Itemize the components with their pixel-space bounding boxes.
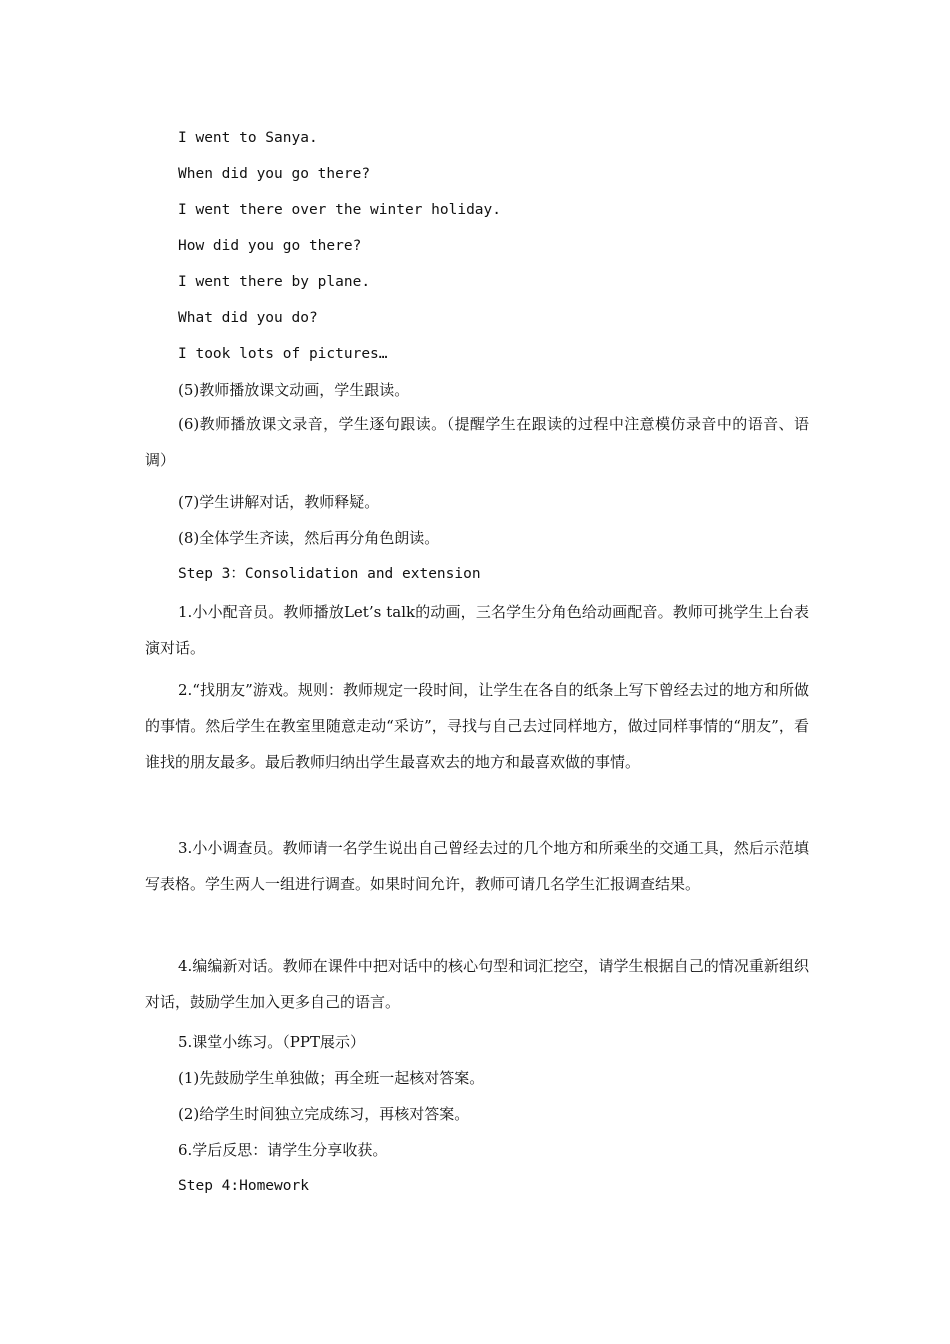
step3-item-1: 1.小小配音员。教师播放Let’s talk的动画，三名学生分角色给动画配音。教师可挑学生上台表演对话。 — [145, 603, 809, 657]
dialogue-line: What did you do? — [178, 310, 318, 326]
dialogue-line: I took lots of pictures… — [178, 346, 388, 362]
step2-item-6: (6)教师播放课文录音，学生逐句跟读。（提醒学生在跟读的过程中注意模仿录音中的语音、语调） — [145, 415, 809, 469]
step4-heading: Step 4:Homework — [178, 1178, 309, 1194]
step3-heading: Step 3：Consolidation and extension — [178, 566, 481, 582]
step2-item-7: (7)学生讲解对话，教师释疑。 — [178, 493, 380, 511]
step3-item-5-2: (2)给学生时间独立完成练习，再核对答案。 — [178, 1105, 470, 1123]
dialogue-line: I went there over the winter holiday. — [178, 202, 502, 218]
step3-item-4: 4.编编新对话。教师在课件中把对话中的核心句型和词汇挖空，请学生根据自己的情况重新组织对话，鼓励学生加入更多自己的语言。 — [145, 957, 809, 1011]
step3-item-5-1: (1)先鼓励学生单独做；再全班一起核对答案。 — [178, 1069, 485, 1087]
step3-item-3: 3.小小调查员。教师请一名学生说出自己曾经去过的几个地方和所乘坐的交通工具，然后示范填写表格。学生两人一组进行调查。如果时间允许，教师可请几名学生汇报调查结果。 — [145, 839, 809, 893]
dialogue-line: How did you go there? — [178, 238, 362, 254]
step3-item-2: 2.“找朋友”游戏。规则：教师规定一段时间，让学生在各自的纸条上写下曾经去过的地方和所做的事情。然后学生在教室里随意走动“采访”，寻找与自己去过同样地方，做过同样事情的“朋友”，看谁找的朋友最多。最后教师归纳出学生最喜欢去的地方和最喜欢做的事情。 — [145, 681, 809, 771]
dialogue-line: I went there by plane. — [178, 274, 371, 290]
dialogue-line: When did you go there? — [178, 166, 371, 182]
step3-item-6: 6.学后反思：请学生分享收获。 — [178, 1141, 388, 1159]
step2-item-8: (8)全体学生齐读，然后再分角色朗读。 — [178, 529, 440, 547]
step2-item-5: (5)教师播放课文动画，学生跟读。 — [178, 381, 410, 399]
dialogue-line: I went to Sanya. — [178, 130, 318, 146]
step3-item-5: 5.课堂小练习。（PPT展示） — [178, 1033, 366, 1051]
